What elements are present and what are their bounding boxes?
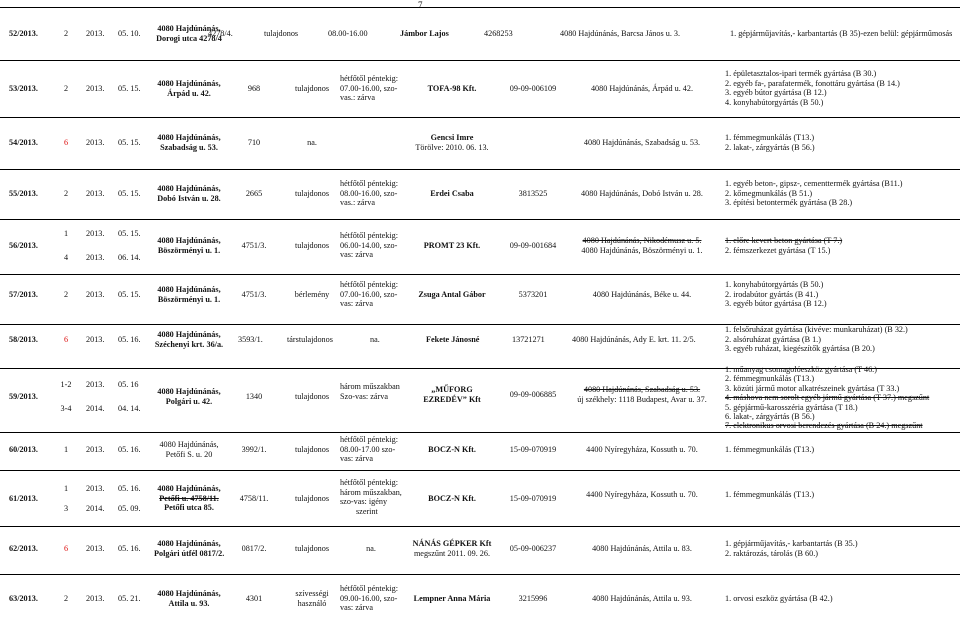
table-row [0, 60, 960, 118]
permit-date: 05. 15. 06. 14. [118, 229, 141, 262]
site-address: 4080 Hajdúnánás, Széchenyi krt. 36/a. [154, 330, 224, 349]
usage-title: tulajdonos [294, 241, 330, 250]
activity-list: 1. felsőruházat gyártása (kivéve: munkaruházat) (B 32.) 2. alsóruházat gyártása (B 1.) 3. egyéb ruházat, kiegészítők gyártása (B 20.) [725, 325, 908, 354]
permit-year: 2013. [86, 29, 105, 38]
opening-hours: hétfőtől péntekig: 06.00-14.00, szo- vas: zárva [340, 231, 398, 260]
permit-year: 2013. [86, 594, 105, 603]
parcel-number: 3593/1. [238, 335, 263, 344]
permit-year: 2013. [86, 335, 105, 344]
opening-hours: 08.00-16.00 [328, 29, 368, 38]
permit-id: 57/2013. [9, 290, 38, 299]
site-address: 4080 Hajdúnánás, Böszörményi u. 1. [157, 236, 221, 255]
registration-number: 15-09-070919 [509, 445, 557, 454]
permit-year: 2013. 2014. [86, 484, 105, 513]
activity-list: 1. előre kevert beton gyártása (T 7.) 2. fémszerkezet gyártása (T 15.) [725, 236, 843, 255]
site-address: 4080 Hajdúnánás, Szabadság u. 53. [157, 133, 221, 152]
operator-seat: 4400 Nyíregyháza, Kossuth u. 70. [586, 445, 698, 454]
opening-hours: három műszakban Szo-vas: zárva [340, 382, 400, 401]
table-row [0, 526, 960, 575]
opening-hours: na. [366, 544, 376, 553]
permit-id: 54/2013. [9, 138, 38, 147]
operator-seat: 4080 Hajdúnánás, Szabadság u. 53. [583, 138, 701, 147]
site-address: 4080 Hajdúnánás, Dorogi utca 4278/4 [156, 24, 222, 43]
usage-title: tulajdonos [294, 189, 330, 198]
permit-id: 61/2013. [9, 494, 38, 503]
opening-hours: hétfőtől péntekig: 08.00-16.00, szo- vas.: zárva [340, 179, 398, 208]
permit-id: 63/2013. [9, 594, 38, 603]
registration-number: 05-09-006237 [509, 544, 557, 553]
operator-name: Lempner Anna Mária [413, 594, 491, 603]
operator-seat: 4080 Hajdúnánás, Attila u. 83. [592, 544, 692, 553]
permit-id: 62/2013. [9, 544, 38, 553]
operator-seat: 4080 Hajdúnánás, Árpád u. 42. [590, 84, 694, 93]
permit-id: 55/2013. [9, 189, 38, 198]
permit-date: 05. 16. [118, 335, 141, 344]
activity-list: 1. műanyag csomagolóeszköz gyártása (T 46.) 2. fémmegmunkálás (T13.) 3. közúti jármű motor alkatrészeinek gyártása (T 33.) 4. máshova nem sorolt egyéb jármű gyártása (T 37.) megszűnt 5. gépjármű-karosszéria gyártása (T 18.) 6. lakat-, zárgyártás (B 56.) 7. elektronikus orvosi berendezés gyártása (B 24.) megszűnt [725, 365, 930, 431]
operator-seat: 4080 Hajdúnánás, Szabadság u. 53. új székhely: 1118 Budapest, Avar u. 37. [577, 385, 707, 404]
permit-year: 2013. [86, 84, 105, 93]
table-row [0, 169, 960, 220]
operator-name: Erdei Csaba [430, 189, 474, 198]
operator-name: „MŰFORG EZREDÉV” Kft [423, 385, 481, 404]
site-address: 4080 Hajdúnánás, Attila u. 93. [157, 589, 221, 608]
usage-title: társtulajdonos [287, 335, 333, 344]
parcel-number: 4301 [245, 594, 263, 603]
operator-seat: 4400 Nyíregyháza, Kossuth u. 70. [586, 490, 698, 499]
permit-year: 2013. [86, 544, 105, 553]
table-row [0, 574, 960, 623]
permit-date: 05. 16. 05. 09. [118, 484, 141, 513]
permit-number: 1 [63, 445, 69, 454]
registration-number: 3813525 [518, 189, 548, 198]
permit-id: 59/2013. [9, 392, 38, 401]
table-row [0, 365, 960, 433]
parcel-number: 4278/4. [208, 29, 233, 38]
permit-date: 05. 16. [118, 445, 141, 454]
permit-id: 58/2013. [9, 335, 38, 344]
permit-number: 2 [63, 189, 69, 198]
activity-list: 1. gépjárműjavítás,- karbantartás (B 35)-ezen belül: gépjárműmosás [730, 29, 953, 38]
site-address: 4080 Hajdúnánás, Árpád u. 42. [157, 79, 221, 98]
registration-number: 13721271 [512, 335, 545, 344]
parcel-number: 4751/3. [241, 241, 267, 250]
table-row [0, 470, 960, 527]
permit-date: 05. 15. [118, 84, 141, 93]
permit-number: 1 3 [63, 484, 69, 513]
page-number: 7 [418, 0, 423, 10]
site-address: 4080 Hajdúnánás, Petőfi S. u. 20 [159, 440, 219, 459]
activity-list: 1. épületasztalos-ipari termék gyártása (B 30.) 2. egyéb fa-, parafatermék, fonottáru gyártása (B 14.) 3. egyéb bútor gyártása (B 12.) 4. konyhabútorgyártás (B 50.) [725, 69, 900, 107]
permit-year: 2013. 2013. [86, 229, 105, 262]
permit-date: 05. 16. [118, 544, 141, 553]
opening-hours: hétfőtől péntekig: 07.00-16.00, szo- vas.: zárva [340, 74, 398, 103]
permit-date: 05. 15. [118, 290, 141, 299]
table-row [0, 117, 960, 170]
table-row [0, 432, 960, 471]
activity-list: 1. fémmegmunkálás (T13.) [725, 490, 815, 499]
table-row [0, 274, 960, 325]
opening-hours: hétfőtől péntekig: 07.00-16.00, szo- vas: zárva [340, 280, 398, 309]
permit-number: 2 [63, 84, 69, 93]
permit-date: 05. 15. [118, 189, 141, 198]
site-address: 4080 Hajdúnánás, Petőfi u. 4758/11. Petőfi utca 85. [157, 484, 221, 513]
permit-date: 05. 10. [118, 29, 141, 38]
operator-seat: 4080 Hajdúnánás, Attila u. 93. [592, 594, 692, 603]
parcel-number: 4758/11. [239, 494, 269, 503]
site-address: 4080 Hajdúnánás, Polgári útfél 0817/2. [154, 539, 225, 558]
registration-number: 15-09-070919 [509, 494, 557, 503]
registration-number: 5373201 [518, 290, 548, 299]
usage-title: tulajdonos [264, 29, 299, 38]
opening-hours: hétfőtől péntekig: 09.00-16.00, szo- vas: zárva [340, 584, 398, 613]
opening-hours: hétfőtől péntekig: 08.00-17.00 szo- vas: zárva [340, 435, 398, 464]
activity-list: 1. egyéb beton-, gipsz-, cementtermék gyártása (B11.) 2. kőmegmunkálás (B 51.) 3. építési betontermék gyártása (B 28.) [725, 179, 903, 208]
opening-hours: na. [370, 335, 380, 344]
parcel-number: 0817/2. [241, 544, 267, 553]
permit-year: 2013. 2014. [86, 380, 105, 413]
permit-date: 05. 16 04. 14. [118, 380, 141, 413]
table-row [0, 324, 960, 369]
operator-name: Gencsi Imre Törölve: 2010. 06. 13. [415, 133, 489, 152]
permit-id: 56/2013. [9, 241, 38, 250]
opening-hours: hétfőtől péntekig: három műszakban, szo-vas: igény szerint [340, 478, 402, 516]
table-row [0, 8, 960, 61]
operator-seat: 4080 Hajdúnánás, Dobó István u. 28. [581, 189, 703, 198]
operator-name: Zsuga Antal Gábor [418, 290, 486, 299]
permit-year: 2013. [86, 290, 105, 299]
operator-seat: 4080 Hajdúnánás, Béke u. 44. [592, 290, 692, 299]
usage-title: tulajdonos [294, 84, 330, 93]
activity-list: 1. orvosi eszköz gyártása (B 42.) [725, 594, 833, 603]
site-address: 4080 Hajdúnánás, Böszörményi u. 1. [157, 285, 221, 304]
operator-name: NÁNÁS GÉPKER Kft megszűnt 2011. 09. 26. [412, 539, 492, 558]
site-address: 4080 Hajdúnánás, Polgári u. 42. [157, 387, 221, 406]
permit-number: 6 [63, 138, 69, 147]
usage-title: szívességi használó [295, 589, 329, 608]
permit-year: 2013. [86, 138, 105, 147]
operator-name: BOCZ-N Kft. [428, 494, 476, 503]
parcel-number: 710 [247, 138, 261, 147]
permit-number: 6 [63, 544, 69, 553]
parcel-number: 2665 [245, 189, 263, 198]
usage-title: tulajdonos [294, 392, 330, 401]
operator-name: Jámbor Lajos [400, 29, 449, 38]
permit-id: 60/2013. [9, 445, 38, 454]
activity-list: 1. fémmegmunkálás (T13.) [725, 445, 815, 454]
registration-number: 09-09-001684 [509, 241, 557, 250]
operator-name: BOCZ-N Kft. [428, 445, 476, 454]
parcel-number: 1340 [245, 392, 263, 401]
permit-id: 52/2013. [9, 29, 38, 38]
usage-title: na. [307, 138, 317, 147]
operator-seat: 4080 Hajdúnánás, Ady E. krt. 11. 2/5. [572, 335, 696, 344]
permit-number: 1-2 3-4 [60, 380, 72, 413]
usage-title: tulajdonos [294, 494, 330, 503]
table-row [0, 219, 960, 275]
usage-title: bérlemény [294, 290, 330, 299]
activity-list: 1. konyhabútorgyártás (B 50.) 2. irodabútor gyártás (B 41.) 3. egyéb bútor gyártása (B 12.) [725, 280, 827, 309]
permit-date: 05. 21. [118, 594, 141, 603]
registration-number: 3215996 [518, 594, 548, 603]
site-address: 4080 Hajdúnánás, Dobó István u. 28. [157, 184, 221, 203]
activity-list: 1. gépjárműjavítás,- karbantartás (B 35.) 2. raktározás, tárolás (B 60.) [725, 539, 858, 558]
permit-number: 2 [63, 594, 69, 603]
registration-number: 09-09-006885 [509, 390, 557, 399]
permit-number: 1 4 [63, 229, 69, 262]
parcel-number: 4751/3. [241, 290, 267, 299]
permit-number: 6 [63, 335, 69, 344]
operator-seat: 4080 Hajdúnánás, Barcsa János u. 3. [560, 29, 681, 38]
activity-list: 1. fémmegmunkálás (T13.) 2. lakat-, zárgyártás (B 56.) [725, 133, 815, 152]
permit-number: 2 [63, 290, 69, 299]
operator-name: Fekete Jánosné [426, 335, 480, 344]
permit-date: 05. 15. [118, 138, 141, 147]
parcel-number: 968 [247, 84, 261, 93]
operator-name: TOFA-98 Kft. [427, 84, 477, 93]
operator-name: PROMT 23 Kft. [423, 241, 481, 250]
permit-year: 2013. [86, 445, 105, 454]
operator-seat: 4080 Hajdúnánás, Nikodémusz u. 5. 4080 Hajdúnánás, Böszörményi u. 1. [581, 236, 703, 255]
permit-number: 2 [63, 29, 69, 38]
parcel-number: 3992/1. [241, 445, 267, 454]
registration-number: 4268253 [484, 29, 513, 38]
permit-id: 53/2013. [9, 84, 38, 93]
usage-title: tulajdonos [294, 544, 330, 553]
usage-title: tulajdonos [294, 445, 330, 454]
permit-year: 2013. [86, 189, 105, 198]
registration-number: 09-09-006109 [509, 84, 557, 93]
